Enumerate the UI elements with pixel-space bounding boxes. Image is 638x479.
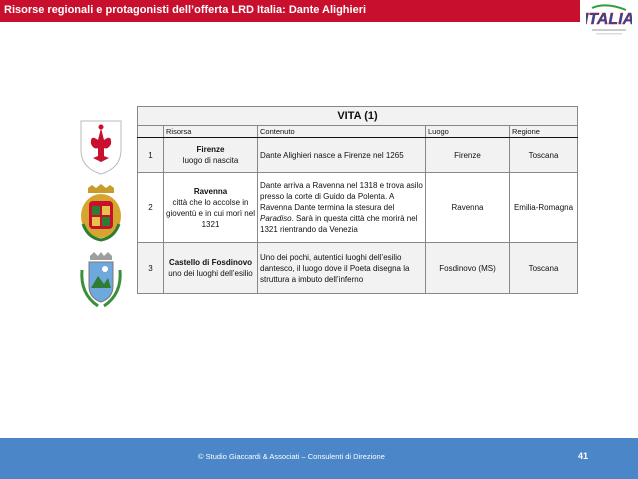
place-cell: Ravenna bbox=[426, 173, 510, 243]
content-text: Dante arriva a Ravenna nel 1318 e trova asilo presso la corte di Guido da Polenta. A Ravenna Dante termina la stesura del bbox=[260, 181, 423, 212]
content-italic: Paradiso bbox=[260, 214, 292, 223]
resource-name: Ravenna bbox=[193, 186, 228, 196]
table-row bbox=[138, 243, 578, 294]
header-contenuto: Contenuto bbox=[258, 126, 426, 138]
resource-cell bbox=[164, 173, 258, 243]
resource-cell bbox=[164, 138, 258, 173]
table-row bbox=[138, 138, 578, 173]
region-cell: Toscana bbox=[510, 138, 578, 173]
row-number: 2 bbox=[138, 173, 164, 243]
table-row bbox=[138, 173, 578, 243]
content-cell bbox=[258, 173, 426, 243]
italia-logo-icon bbox=[586, 4, 632, 38]
content-cell: Uno dei pochi, autentici luoghi dell’esilio dantesco, il luogo dove il Poeta disegna la struttura a imbuto dell’inferno bbox=[258, 243, 426, 294]
page-number: 41 bbox=[578, 451, 589, 461]
table-title: VITA (1) bbox=[138, 107, 578, 126]
fosdinovo-crest-icon bbox=[78, 250, 124, 308]
row-number: 3 bbox=[138, 243, 164, 294]
content-text-end: . Sarà in questa città che morirà nel 1321 rientrando da Venezia bbox=[260, 214, 418, 234]
place-cell: Fosdinovo (MS) bbox=[426, 243, 510, 294]
vita-table bbox=[137, 106, 578, 294]
header-luogo: Luogo bbox=[426, 126, 510, 138]
resource-desc: città che lo accolse in gioventù e in cui morì nel 1321 bbox=[166, 197, 255, 229]
italia-logo bbox=[586, 4, 632, 38]
resource-desc: uno dei luoghi dell’esilio bbox=[168, 269, 253, 278]
content-cell: Dante Alighieri nasce a Firenze nel 1265 bbox=[258, 138, 426, 173]
florence-crest-icon bbox=[78, 118, 124, 176]
header-regione: Regione bbox=[510, 126, 578, 138]
header-num bbox=[138, 126, 164, 138]
region-cell: Emilia-Romagna bbox=[510, 173, 578, 243]
header-risorsa: Risorsa bbox=[164, 126, 258, 138]
row-number: 1 bbox=[138, 138, 164, 173]
footer-copyright: © Studio Giaccardi & Associati – Consulenti di Direzione bbox=[198, 452, 385, 461]
region-cell: Toscana bbox=[510, 243, 578, 294]
resource-name: Castello di Fosdinovo bbox=[168, 258, 253, 267]
resource-desc: luogo di nascita bbox=[182, 156, 239, 165]
slide-title: Risorse regionali e protagonisti dell’offerta LRD Italia: Dante Alighieri bbox=[4, 4, 367, 16]
ravenna-crest-icon bbox=[78, 184, 124, 242]
resource-name: Firenze bbox=[196, 145, 225, 154]
logo-lettering: ITALIA bbox=[586, 11, 632, 28]
place-cell: Firenze bbox=[426, 138, 510, 173]
resource-cell bbox=[164, 243, 258, 294]
